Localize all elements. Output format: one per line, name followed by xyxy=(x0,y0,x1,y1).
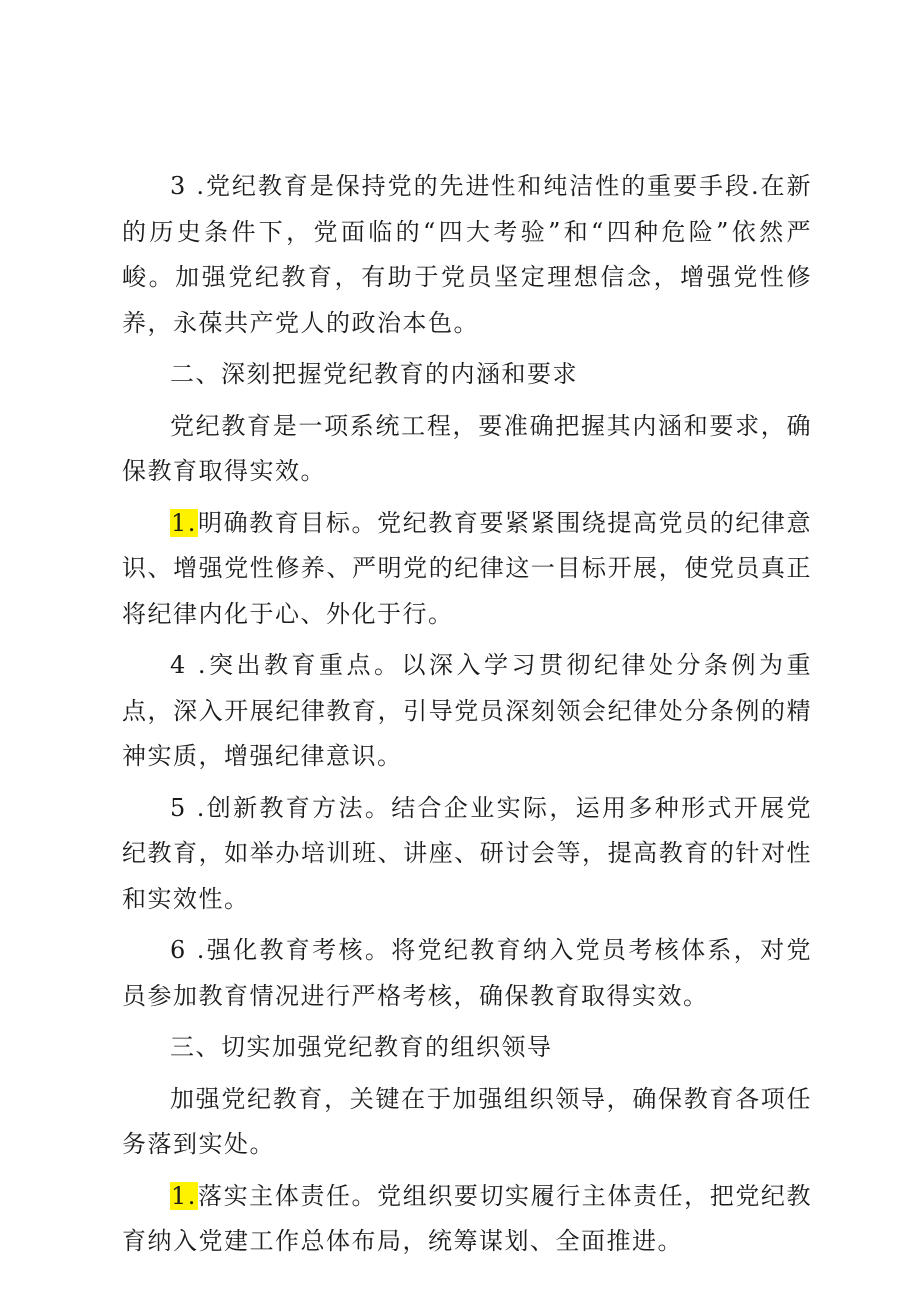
section-3-intro: 加强党纪教育，关键在于加强组织领导，确保教育各项任务落到实处。 xyxy=(122,1084,812,1158)
section-2-intro: 党纪教育是一项系统工程，要准确把握其内涵和要求，确保教育取得实效。 xyxy=(122,411,812,485)
item-number: 5 xyxy=(170,793,187,822)
paragraph-text: 落实主体责任。党组织要切实履行主体责任，把党纪教育纳入党建工作总体布局，统筹谋划、全面推进。 xyxy=(122,1181,812,1255)
section-heading-2: 二、深刻把握党纪教育的内涵和要求 xyxy=(170,360,578,388)
item-number: 3 xyxy=(170,172,187,200)
highlighted-item-number: 1. xyxy=(171,1181,197,1210)
paragraph-4-focus xyxy=(122,643,812,780)
paragraph-text: 明确教育目标。党纪教育要紧紧围绕提高党员的纪律意识、增强党性修养、严明党的纪律这一目标开展，使党员真正将纪律内化于心、外化于行。 xyxy=(122,508,812,628)
paragraph-text: .创新教育方法。结合企业实际，运用多种形式开展党纪教育，如举办培训班、讲座、研讨会等，提高教育的针对性和实效性。 xyxy=(122,793,812,913)
item-number: 4 xyxy=(170,651,187,679)
paragraph-1-responsibility xyxy=(122,1174,812,1265)
paragraph-1-goals xyxy=(122,501,812,638)
paragraph-text: .突出教育重点。以深入学习贯彻纪律处分条例为重点，深入开展纪律教育，引导党员深刻领会纪律处分条例的精神实质，增强纪律意识。 xyxy=(122,651,812,770)
section-heading-3: 三、切实加强党纪教育的组织领导 xyxy=(170,1033,553,1061)
paragraph-text: .党纪教育是保持党的先进性和纯洁性的重要手段.在新的历史条件下，党面临的“四大考验”和“四种危险”依然严峻。加强党纪教育，有助于党员坚定理想信念，增强党性修养，永葆共产党人的政治本色。 xyxy=(122,172,812,337)
document-body xyxy=(122,164,812,1271)
paragraph-5-methods xyxy=(122,786,812,923)
highlighted-item-number: 1. xyxy=(171,508,197,537)
paragraph-text: .强化教育考核。将党纪教育纳入党员考核体系，对党员参加教育情况进行严格考核，确保教育取得实效。 xyxy=(122,936,812,1010)
paragraph-3-significance xyxy=(122,164,812,346)
paragraph-6-assessment xyxy=(122,928,812,1019)
item-number: 6 xyxy=(170,936,187,964)
